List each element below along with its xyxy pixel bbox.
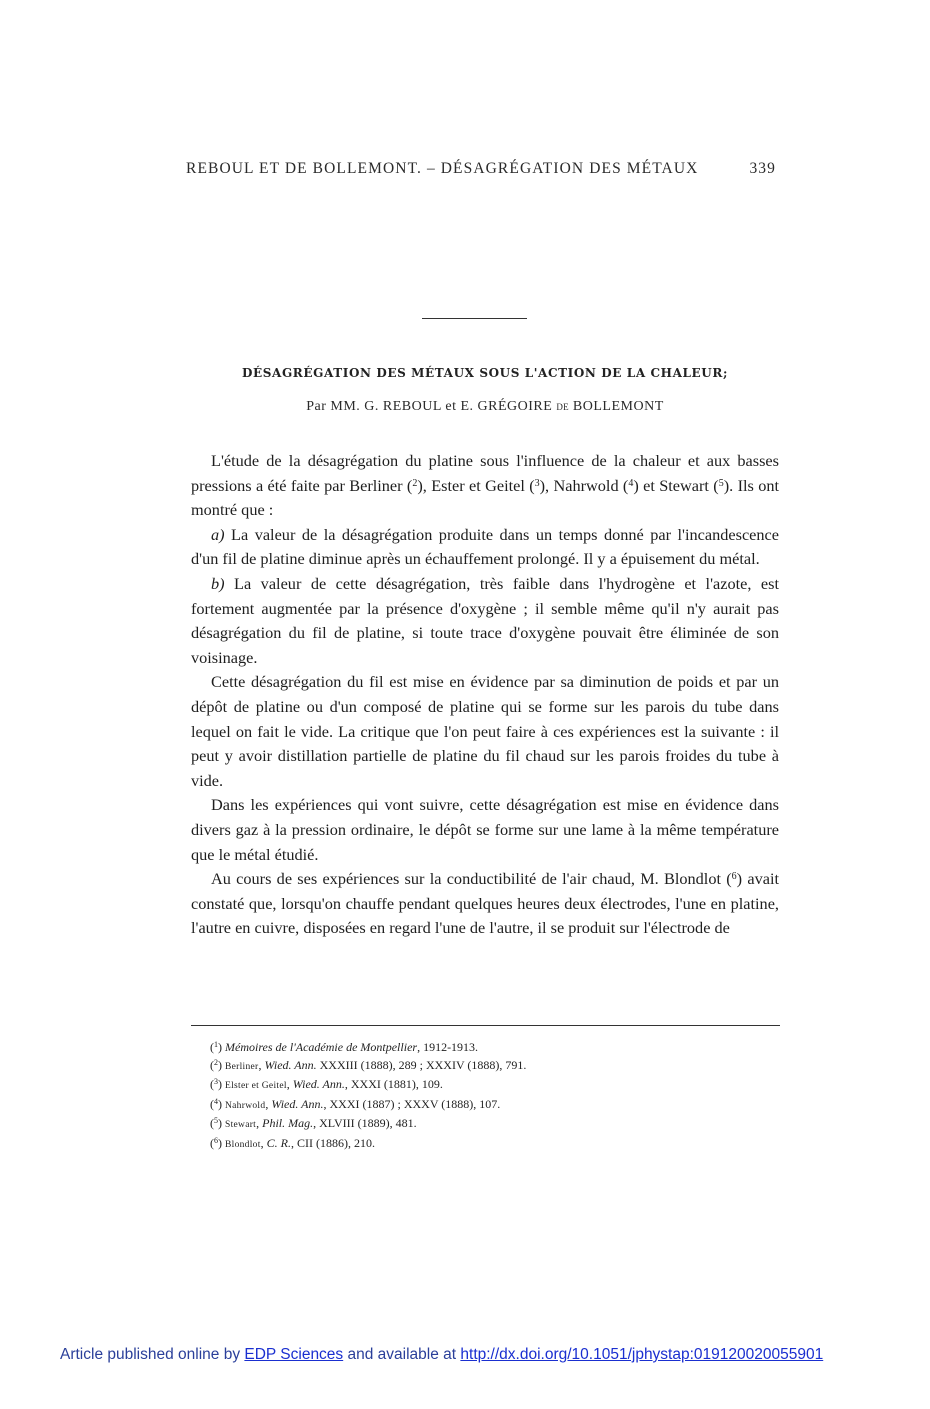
footnote-ref: 2 xyxy=(412,477,418,489)
paragraph-3 xyxy=(191,572,779,670)
footnote-rest: XXXIII (1888), 289 ; XXXIV (1888), 791. xyxy=(316,1057,527,1072)
footnote-source: Wied. Ann. xyxy=(264,1057,317,1072)
footnote-ref: 5 xyxy=(718,477,724,489)
footnote-4: ($^4$) Nahrwold, Wied. Ann., XXXI (1887) ; XXXV (1888), 107. xyxy=(210,1096,501,1111)
p3-text: La valeur de cette désagrégation, très faible dans l'hydrogène et l'azote, est fortement augmentée par la présence d'oxygène ; il semble même qu'il n'y aurait pas désagrégation du fil de platine, si toute trace d'oxygène pouvait être éliminée de son voisinage. xyxy=(191,573,779,667)
footnote-1: ($^1$) Mémoires de l'Académie de Montpellier, 1912-1913. xyxy=(210,1040,479,1054)
footnote-rest: , CII (1886), 210. xyxy=(291,1135,375,1150)
footnote-number: 6 xyxy=(214,1135,218,1145)
footnote-author: Elster et Geitel xyxy=(225,1081,287,1092)
publisher-prefix: Article published online by xyxy=(60,1346,245,1363)
list-letter: b) xyxy=(211,573,225,593)
article-title: DÉSAGRÉGATION DES MÉTAUX SOUS L'ACTION DE LA CHALEUR; xyxy=(242,366,728,380)
p6-text-2: ) avait constaté que, lorsqu'on chauffe pendant quelques heures deux électrodes, l'une en platine, l'autre en cuivre, disposées en regard l'une de l'autre, il se produit sur l'électrode de xyxy=(191,869,779,938)
edp-sciences-link[interactable]: EDP Sciences xyxy=(244,1346,344,1363)
p1-text-2: ), Ester et Geitel ( xyxy=(417,475,535,495)
article-body xyxy=(191,449,779,941)
p6-text-1: Au cours de ses expériences sur la conductibilité de l'air chaud, M. Blondlot ( xyxy=(211,869,732,889)
footnote-author: Nahrwold xyxy=(225,1100,266,1111)
footnote-rest: , 1912-1913. xyxy=(417,1040,479,1054)
paragraph-5: Dans les expériences qui vont suivre, cette désagrégation est mise en évidence dans divers gaz à la pression ordinaire, le dépôt se forme sur une lame à la même température que le métal étudié. xyxy=(191,795,779,864)
footnote-rest: , XXXI (1887) ; XXXV (1888), 107. xyxy=(323,1096,501,1111)
p2-text: La valeur de la désagrégation produite dans un temps donné par l'incandescence d'un fil de platine diminue après un échauffement prolongé. Il y a épuisement du métal. xyxy=(191,524,779,569)
footnote-rest: , XXXI (1881), 109. xyxy=(344,1077,443,1092)
p1-text-1: L'étude de la désagrégation du platine sous l'influence de la chaleur et aux basses pressions a été faite par Berliner ( xyxy=(191,451,779,495)
footnote-5: ($^5$) Stewart, Phil. Mag., XLVIII (1889), 481. xyxy=(210,1116,417,1131)
article-authors xyxy=(190,399,780,415)
footnote-divider xyxy=(191,1025,780,1026)
footnote-ref: 3 xyxy=(534,477,540,489)
footnote-author: Berliner xyxy=(225,1061,259,1072)
footnote-source: C. R. xyxy=(266,1135,291,1150)
list-letter: a) xyxy=(211,524,225,544)
footnote-number: 4 xyxy=(214,1096,218,1106)
footnote-author: Stewart xyxy=(225,1120,257,1131)
paragraph-6 xyxy=(191,867,779,941)
p1-text-3: ), Nahrwold ( xyxy=(539,475,629,495)
footnote-number: 5 xyxy=(214,1116,218,1126)
footnote-source: Wied. Ann. xyxy=(271,1096,324,1111)
footnotes xyxy=(210,1039,770,1155)
footnote-ref: 4 xyxy=(628,477,634,489)
authors-particle: DE xyxy=(556,402,569,412)
running-head-title: REBOUL ET DE BOLLEMONT. – DÉSAGRÉGATION DES MÉTAUX xyxy=(186,160,699,177)
publisher-notice xyxy=(60,1346,823,1364)
footnote-ref: 6 xyxy=(731,871,737,883)
footnote-number: 3 xyxy=(214,1077,218,1087)
authors-suffix: BOLLEMONT xyxy=(572,399,664,414)
footnote-2: ($^2$) Berliner, Wied. Ann. XXXIII (1888), 289 ; XXXIV (1888), 791. xyxy=(210,1057,527,1072)
paragraph-4: Cette désagrégation du fil est mise en évidence par sa diminution de poids et par un dépôt de platine ou d'un composé de platine qui se forme sur les parois du tube dans lequel on fait le vide. La critique que l'on peut faire à ces expériences est la suivante : il peut y avoir distillation partielle de platine du fil chaud sur les parois froides du tube à vide. xyxy=(191,672,779,790)
footnote-source: Wied. Ann. xyxy=(292,1077,345,1092)
footnote-number: 1 xyxy=(214,1040,218,1049)
footnote-source: Phil. Mag. xyxy=(262,1116,314,1131)
page-number: 339 xyxy=(749,160,776,177)
p1-text-4: ) et Stewart ( xyxy=(633,475,719,495)
publisher-middle: and available at xyxy=(343,1346,461,1363)
title-divider xyxy=(422,318,527,319)
footnote-rest: , XLVIII (1889), 481. xyxy=(313,1116,417,1131)
footnote-3: ($^3$) Elster et Geitel, Wied. Ann., XXXI (1881), 109. xyxy=(210,1077,443,1092)
doi-link[interactable]: http://dx.doi.org/10.1051/jphystap:019120020055901 xyxy=(460,1346,824,1363)
footnote-source: Mémoires de l'Académie de Montpellier xyxy=(225,1040,418,1054)
paragraph-1 xyxy=(191,449,779,523)
footnote-6: ($^6$) Blondlot, C. R., CII (1886), 210. xyxy=(210,1135,375,1150)
paragraph-2 xyxy=(191,523,779,572)
running-head xyxy=(186,160,776,178)
footnote-author: Blondlot xyxy=(225,1139,261,1150)
footnote-number: 2 xyxy=(214,1057,218,1067)
p1-text-5: ). Ils ont montré que : xyxy=(191,475,780,520)
authors-prefix: Par MM. G. REBOUL et E. GRÉGOIRE xyxy=(306,399,553,414)
